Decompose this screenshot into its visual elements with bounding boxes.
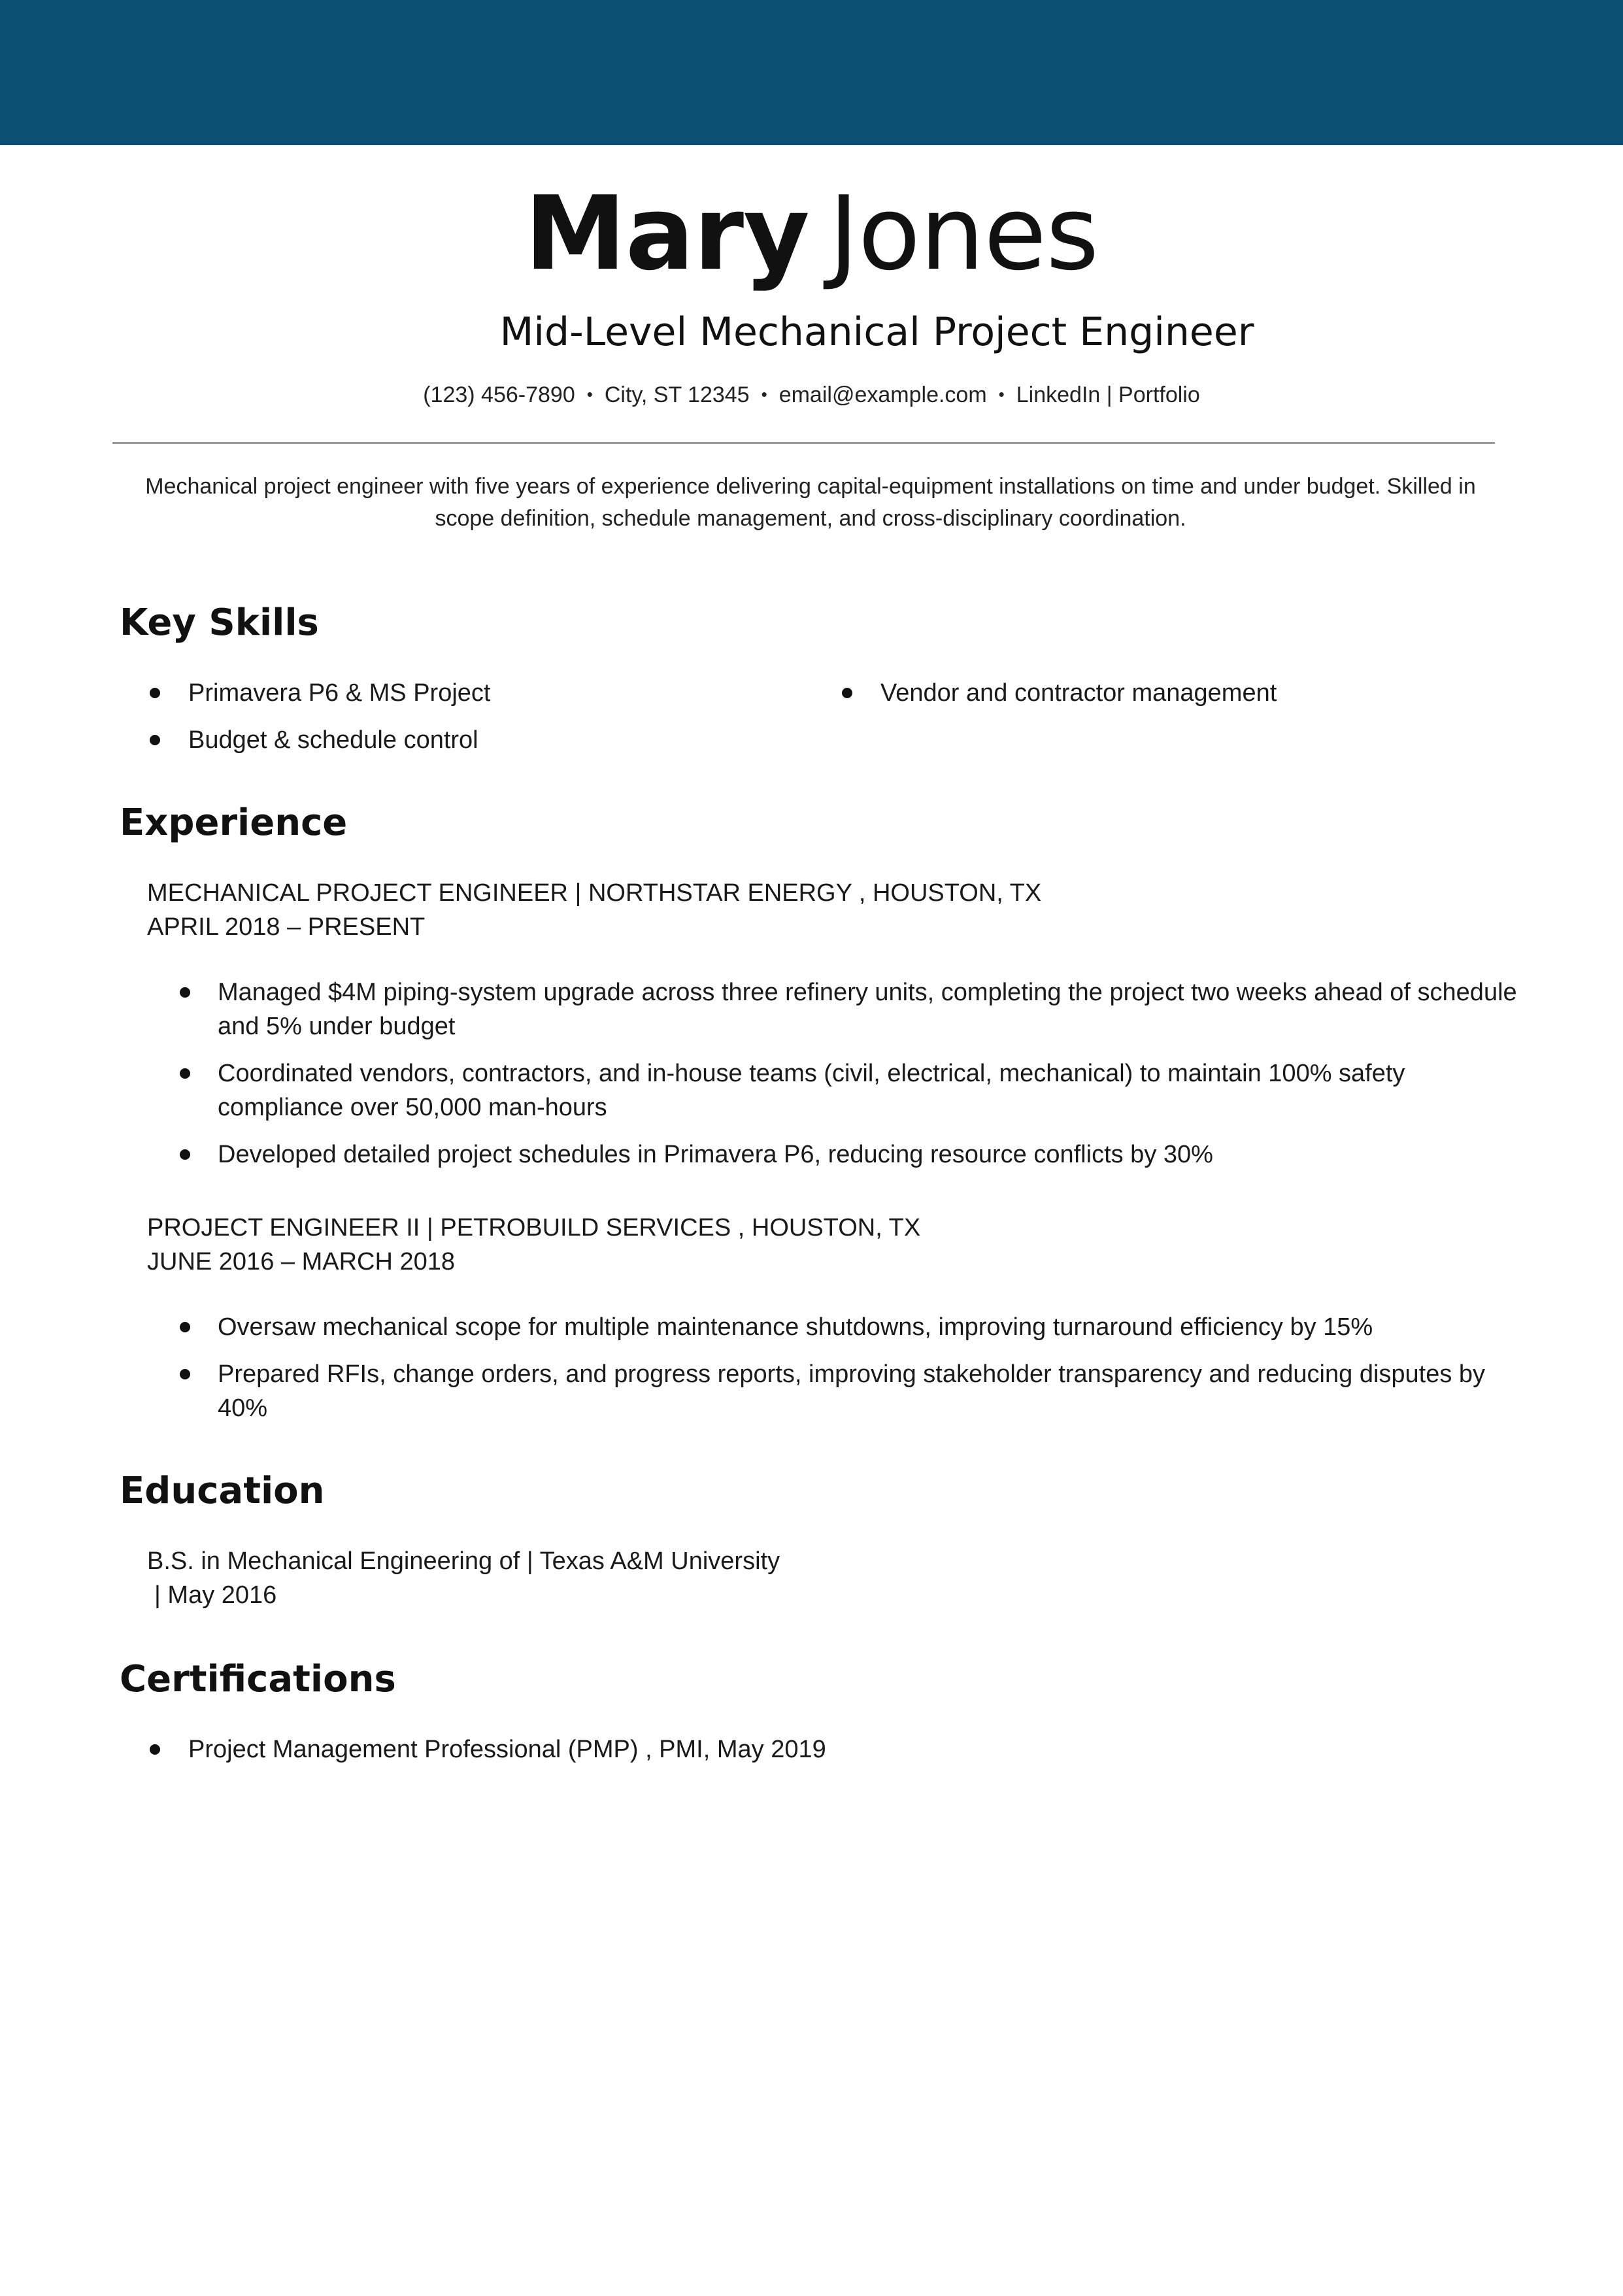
- list-item: Coordinated vendors, contractors, and in-house teams (civil, electrical, mechanical) to maintain 100% safety compliance over 50,000 man-hours: [147, 1056, 1533, 1124]
- job-title: Mid-Level Mechanical Project Engineer: [499, 309, 1254, 355]
- list-item: Managed $4M piping-system upgrade across three refinery units, completing the project two weeks ahead of schedule and 5% under budget: [147, 975, 1533, 1043]
- bullet-separator: •: [761, 384, 767, 404]
- job-bullets: [147, 975, 1533, 1185]
- bullet-icon: [180, 1149, 190, 1160]
- section-heading-skills: Key Skills: [120, 601, 319, 644]
- bullet-separator: •: [586, 384, 593, 404]
- header-color-band: [0, 0, 1623, 145]
- bullet-icon: [180, 1369, 190, 1379]
- skills-list-left: [120, 676, 773, 757]
- contact-line: [0, 378, 1623, 411]
- list-item: Developed detailed project schedules in Primavera P6, reducing resource conflicts by 30%: [147, 1138, 1533, 1172]
- bullet-icon: [150, 688, 160, 698]
- list-item: Budget & schedule control: [120, 723, 773, 757]
- section-heading-certifications: Certifications: [120, 1658, 396, 1700]
- job-header: PROJECT ENGINEER II | PETROBUILD SERVICES , HOUSTON, TX: [147, 1214, 921, 1241]
- degree-line: B.S. in Mechanical Engineering of | Texas A&M University: [147, 1547, 780, 1575]
- list-item: Prepared RFIs, change orders, and progress reports, improving stakeholder transparency and reducing disputes by 40%: [147, 1357, 1533, 1425]
- bullet-icon: [150, 1744, 160, 1755]
- list-item: Primavera P6 & MS Project: [120, 676, 773, 710]
- job-dates: JUNE 2016 – MARCH 2018: [147, 1248, 455, 1275]
- bullet-icon: [180, 1322, 190, 1332]
- bullet-icon: [842, 688, 852, 698]
- phone: (123) 456-7890: [423, 382, 575, 407]
- list-item: Oversaw mechanical scope for multiple maintenance shutdowns, improving turnaround efficiency by 15%: [147, 1310, 1533, 1344]
- job-bullets: [147, 1310, 1533, 1438]
- bullet-icon: [180, 1068, 190, 1079]
- skills-list-right: [812, 676, 1465, 710]
- candidate-name: [0, 171, 1623, 295]
- bullet-separator: •: [998, 384, 1005, 404]
- graduation-date: | May 2016: [154, 1581, 277, 1609]
- list-item: Vendor and contractor management: [812, 676, 1465, 710]
- bullet-icon: [180, 987, 190, 998]
- job-dates: APRIL 2018 – PRESENT: [147, 913, 426, 941]
- section-heading-experience: Experience: [120, 802, 348, 844]
- profile-links: LinkedIn | Portfolio: [1016, 382, 1200, 407]
- location: City, ST 12345: [604, 382, 750, 407]
- section-heading-education: Education: [120, 1470, 325, 1512]
- job-header: MECHANICAL PROJECT ENGINEER | NORTHSTAR ENERGY , HOUSTON, TX: [147, 879, 1042, 907]
- bullet-icon: [150, 735, 160, 745]
- professional-summary: Mechanical project engineer with five years of experience delivering capital-equipment installations on time and under budget. Skilled in scope definition, schedule management, and cross-disciplinary coordination.: [145, 474, 1476, 531]
- email: email@example.com: [778, 382, 987, 407]
- certifications-list: [120, 1732, 1427, 1766]
- list-item: Project Management Professional (PMP) , PMI, May 2019: [120, 1732, 1427, 1766]
- divider: [112, 442, 1495, 444]
- first-name: Mary: [524, 174, 809, 293]
- last-name: Jones: [828, 174, 1099, 293]
